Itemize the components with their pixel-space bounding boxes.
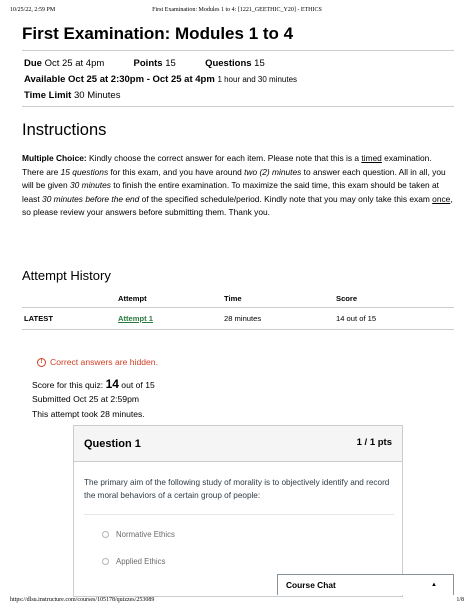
attempt-history-heading: Attempt History	[22, 268, 111, 283]
submitted-time: Submitted Oct 25 at 2:59pm	[32, 394, 140, 404]
print-page-number: 1/8	[456, 597, 464, 603]
answer-option[interactable]	[102, 557, 165, 566]
answers-hidden-notice	[37, 357, 158, 367]
answers-hidden-text: Correct answers are hidden.	[50, 357, 158, 367]
score-prefix: Score for this quiz:	[32, 380, 106, 390]
score-value: 14	[105, 377, 119, 391]
score-suffix: out of 15	[118, 380, 155, 390]
question-points: 1 / 1 pts	[356, 437, 392, 448]
divider	[22, 50, 454, 51]
available-label: Available	[24, 74, 66, 85]
attempt-cell	[118, 307, 224, 329]
available-value: Oct 25 at 2:30pm - Oct 25 at 4pm	[68, 74, 215, 85]
warning-icon: !	[37, 358, 46, 367]
instructions-text: , so please review your answers before submitting them. Thank you.	[22, 193, 453, 218]
due-value: Oct 25 at 4pm	[44, 58, 105, 69]
availability-row	[24, 74, 297, 85]
option-label: Applied Ethics	[116, 557, 166, 566]
caret-up-icon[interactable]: ▲	[431, 582, 437, 588]
quiz-score	[32, 377, 155, 391]
column-header-attempt: Attempt	[118, 291, 224, 307]
due-label: Due	[24, 58, 42, 69]
instructions-text: of the specified schedule/period. Kindly note that you may only take this exam	[139, 193, 433, 204]
latest-label: LATEST	[22, 307, 118, 329]
questions-label: Questions	[205, 58, 252, 69]
print-url: https://dlsu.instructure.com/courses/105178/quizzes/253089	[10, 597, 155, 603]
instructions-text: for this exam, and you have around	[108, 166, 245, 177]
table-row	[22, 307, 454, 329]
attempt-1-link[interactable]: Attempt 1	[118, 313, 154, 323]
quiz-meta-row	[24, 58, 265, 69]
instructions-text: examination. There are	[22, 153, 432, 177]
points-value: 15	[165, 58, 176, 69]
course-chat-label: Course Chat	[286, 580, 336, 590]
radio-icon[interactable]	[102, 558, 109, 565]
divider	[22, 106, 454, 107]
instructions-heading: Instructions	[22, 121, 107, 139]
question-title: Question 1	[84, 438, 141, 450]
once-link[interactable]: once	[432, 193, 451, 204]
time-cell: 28 minutes	[224, 307, 336, 329]
table-header-row	[22, 291, 454, 307]
score-cell: 14 out of 15	[336, 307, 454, 329]
time-limit-row	[24, 90, 120, 101]
questions-value: 15	[254, 58, 265, 69]
timed-link[interactable]: timed	[361, 153, 382, 163]
available-duration: 1 hour and 30 minutes	[217, 75, 298, 84]
print-page-title: First Examination: Modules 1 to 4: [1221_GEETHIC_Y20] - ETHICS	[152, 7, 322, 13]
emphasis-text: 30 minutes before the end	[42, 193, 140, 204]
column-header-score: Score	[336, 291, 454, 307]
emphasis-text: 30 minutes	[69, 180, 111, 191]
question-header	[74, 426, 402, 462]
emphasis-text: two (2) minutes	[244, 166, 302, 177]
instructions-text: to answer each question. All in all, you will be given	[22, 166, 446, 191]
points-label: Points	[133, 58, 163, 69]
question-card	[73, 425, 403, 597]
column-header-time: Time	[224, 291, 336, 307]
question-text: The primary aim of the following study of morality is to objectively identify and record the moral behaviors of a certain group of people:	[84, 478, 390, 500]
time-limit-label: Time Limit	[24, 90, 72, 101]
answer-option[interactable]	[102, 530, 175, 539]
attempt-history-table	[22, 291, 454, 330]
instructions-text: to finish the entire examination. To maximize the said time, this exam should be taken at least	[22, 180, 439, 204]
attempt-duration: This attempt took 28 minutes.	[32, 409, 145, 419]
print-timestamp: 10/25/22, 2:59 PM	[10, 7, 56, 13]
emphasis-text: 15 questions	[60, 166, 109, 177]
time-limit-value: 30 Minutes	[73, 90, 121, 101]
radio-icon[interactable]	[102, 531, 109, 538]
instructions-text: Kindly choose the correct answer for each item. Please note that this is a	[86, 153, 362, 163]
course-chat-button[interactable]	[277, 574, 454, 595]
column-header	[22, 291, 118, 307]
instructions-lead: Multiple Choice:	[22, 153, 87, 163]
divider	[84, 514, 394, 515]
instructions-body	[22, 152, 454, 220]
page-title: First Examination: Modules 1 to 4	[22, 24, 294, 43]
option-label: Normative Ethics	[116, 530, 175, 539]
